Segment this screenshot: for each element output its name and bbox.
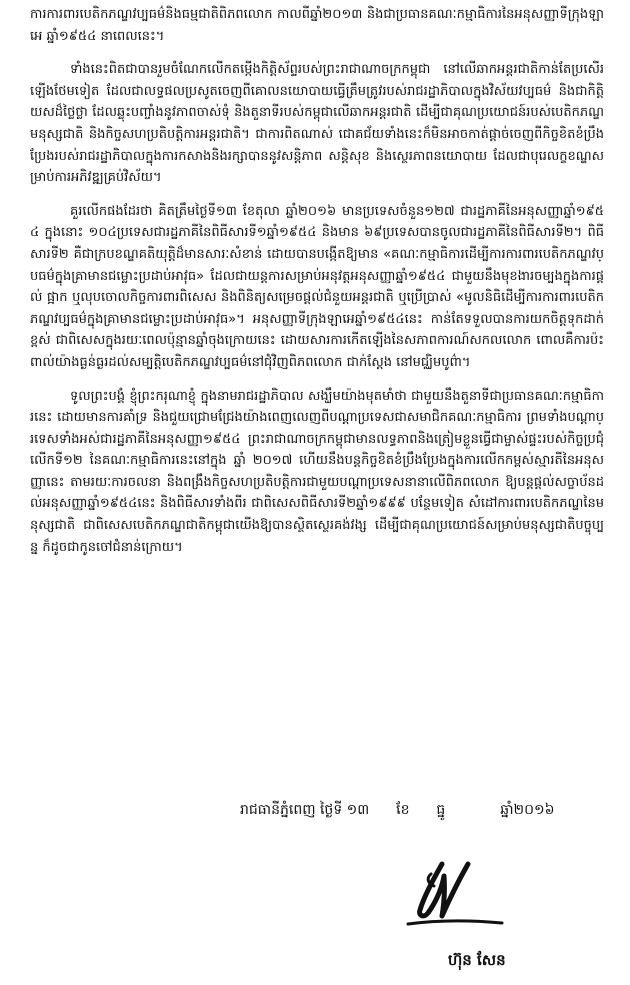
date-line (240, 800, 610, 820)
signer-name: ហ៊ុន សែន (448, 951, 506, 969)
date-year: ឆ្នាំ២០១៦ (500, 802, 555, 818)
paragraph-4: ទូលព្រះបង្គំ ខ្ញុំព្រះករុណាខ្ញុំ ក្នុងនាមរាជរដ្ឋាភិបាល សង្ឃឹមយ៉ាងមុតមាំថា ជាមួយនឹងតួនាទីជាប្រធានគណៈកម្មាធិការនេះ ដោយមានការគាំទ្រ និងជួយជ្រោមជ្រែងយ៉ាងពេញលេញពីបណ្តាប្រទេសជាសមាជិកគណៈកម្មាធិការ ព្រមទាំងបណ្តាប្រទេសទាំងអស់ជារដ្ឋភាគីនៃអនុសញ្ញា១៩៥៤ ព្រះរាជាណាចក្រកម្ពុជាមានលទ្ធភាពនិងត្រៀមខ្លួនធ្វើជាម្ចាស់ផ្ទះរបស់កិច្ចប្រជុំលើកទី១២ នៃគណៈកម្មាធិការនេះនៅក្នុង ឆ្នាំ ២០១៧ ហើយនឹងបន្តកិច្ចខិតខំប្រឹងប្រែងក្នុងការលើកកម្ពស់ស្មារតីនៃអនុសញ្ញានេះ តាមរយៈការចលនា និងពង្រឹងកិច្ចសហប្រតិបត្តិការជាមួយបណ្តាប្រទេសនានាលើពិភពលោក ឱ្យបន្តផ្តល់សច្ចាប័នដល់អនុសញ្ញាឆ្នាំ១៩៥៤នេះ និងពិធីសារទាំងពីរ ជាពិសេសពិធីសារទី២ឆ្នាំ១៩៩៩ បន្ថែមទៀត សំដៅការពារបេតិកភណ្ឌនៃមនុស្សជាតិ ជាពិសេសបេតិកភណ្ឌជាតិកម្ពុជាយើងឱ្យបានស្ថិតស្ថេរគង់វង្ស ដើម្បីជាគុណប្រយោជន៍សម្រាប់មនុស្សជាតិបច្ចុប្បន្ន ក៏ដូចជាកូនចៅជំនាន់ក្រោយ។ (30, 388, 604, 555)
date-place-day-label: រាជធានីភ្នំពេញ ថ្ងៃទី (240, 802, 343, 818)
date-month-label: ខែ (396, 802, 410, 818)
paragraph-2: ទាំងនេះពិតជាបានរួមចំណែកលើកតម្កើងកិត្តិស័ព្ទរបស់ព្រះរាជាណាចក្រកម្ពុជា នៅលើឆាកអន្តរជាតិកាន់តែប្រសើរឡើងថែមទៀត ដែលជាលទ្ធផលប្រសូតចេញពីគោលនយោបាយធ្វើត្រឹមត្រូវរបស់រាជរដ្ឋាភិបាលក្នុងវិស័យវប្បធម៌ និងជាកិត្តិយសដ៏ថ្លៃថ្លា ដែលឆ្លុះបញ្ចាំងនូវភាពចាស់ទុំ និងតួនាទីរបស់កម្ពុជាលើឆាកអន្តរជាតិ ដើម្បីជាគុណប្រយោជន៍របស់បេតិកភណ្ឌមនុស្សជាតិ និងកិច្ចសហប្រតិបត្តិការអន្តរជាតិ។ ជាការពិតណាស់ ជោគជ័យទាំងនេះក៏មិនអាចកាត់ផ្តាច់ចេញពីកិច្ចខិតខំប្រឹងប្រែងរបស់រាជរដ្ឋាភិបាលក្នុងការកសាងនិងរក្សាបាននូវសន្តិភាព សន្តិសុខ និងស្ថេរភាពនយោបាយ ដែលជាបុរេលក្ខខណ្ឌសម្រាប់ការអភិវឌ្ឍគ្រប់វិស័យ។ (30, 62, 604, 186)
paragraph-3: គួរលើកផងដែរថា គិតត្រឹមថ្ងៃទី១៣ ខែតុលា ឆ្នាំ២០១៦ មានប្រទេសចំនួន១២៧ ជារដ្ឋភាគីនៃអនុសញ្ញាឆ្នាំ១៩៥៤ ក្នុងនោះ ១០៤ប្រទេសជារដ្ឋភាគីនៃពិធីសារទី១ឆ្នាំ១៩៥៤ និងមាន ៦៩ប្រទេសបានចូលជារដ្ឋភាគីនៃពិធីសារទី២។ ពិធីសារទី២ គឺជាក្របខណ្ឌគតិយុត្តិដ៏មានសារៈសំខាន់ ដោយបានបង្កើតឱ្យមាន «គណៈកម្មាធិការដើម្បីការការពារបេតិកភណ្ឌវប្បធម៌ក្នុងគ្រាមានជម្លោះប្រដាប់អាវុធ» ដែលជាយន្តការសម្រាប់អនុវត្តអនុសញ្ញាឆ្នាំ១៩៥៤ ជាមួយនឹងមុខងារចម្បងក្នុងការផ្តល់ ផ្អាក ឬលុបចោលកិច្ចការពារពិសេស និងពិនិត្យសម្រេចផ្តល់ជំនួយអន្តរជាតិ ឬប្រើប្រាស់ «មូលនិធិដើម្បីការការពារបេតិកភណ្ឌវប្បធម៌ក្នុងគ្រាមានជម្លោះប្រដាប់អាវុធ»។ អនុសញ្ញាទីក្រុងឡាអេឆ្នាំ១៩៥៤នេះ កាន់តែទទួលបានការយកចិត្តទុកដាក់ខ្ពស់ ជាពិសេសក្នុងរយៈពេលប៉ុន្មានឆ្នាំចុងក្រោយនេះ ដោយសារការកើតឡើងនៃសភាពការណ៍សកលលោក ពោលគឺការប៉ះពាល់យ៉ាងធ្ងន់ធ្ងរដល់សម្បត្តិបេតិកភណ្ឌវប្បធម៌នៅជុំវិញពិភពលោក ជាក់ស្តែង នៅមជ្ឈិមបូព៌ា។ (30, 203, 604, 370)
date-month: ធ្នូ (436, 802, 446, 818)
paragraph-1: ការការពារបេតិកភណ្ឌវប្បធម៌និងធម្មជាតិពិភពលោក កាលពីឆ្នាំ២០១៣ និងជាប្រធានគណៈកម្មាធិការនៃអនុសញ្ញាទីក្រុងឡាអេ ឆ្នាំ១៩៥៤ នាពេលនេះ។ (30, 7, 604, 44)
date-day: ១៣ (346, 802, 370, 818)
signature (398, 858, 508, 936)
